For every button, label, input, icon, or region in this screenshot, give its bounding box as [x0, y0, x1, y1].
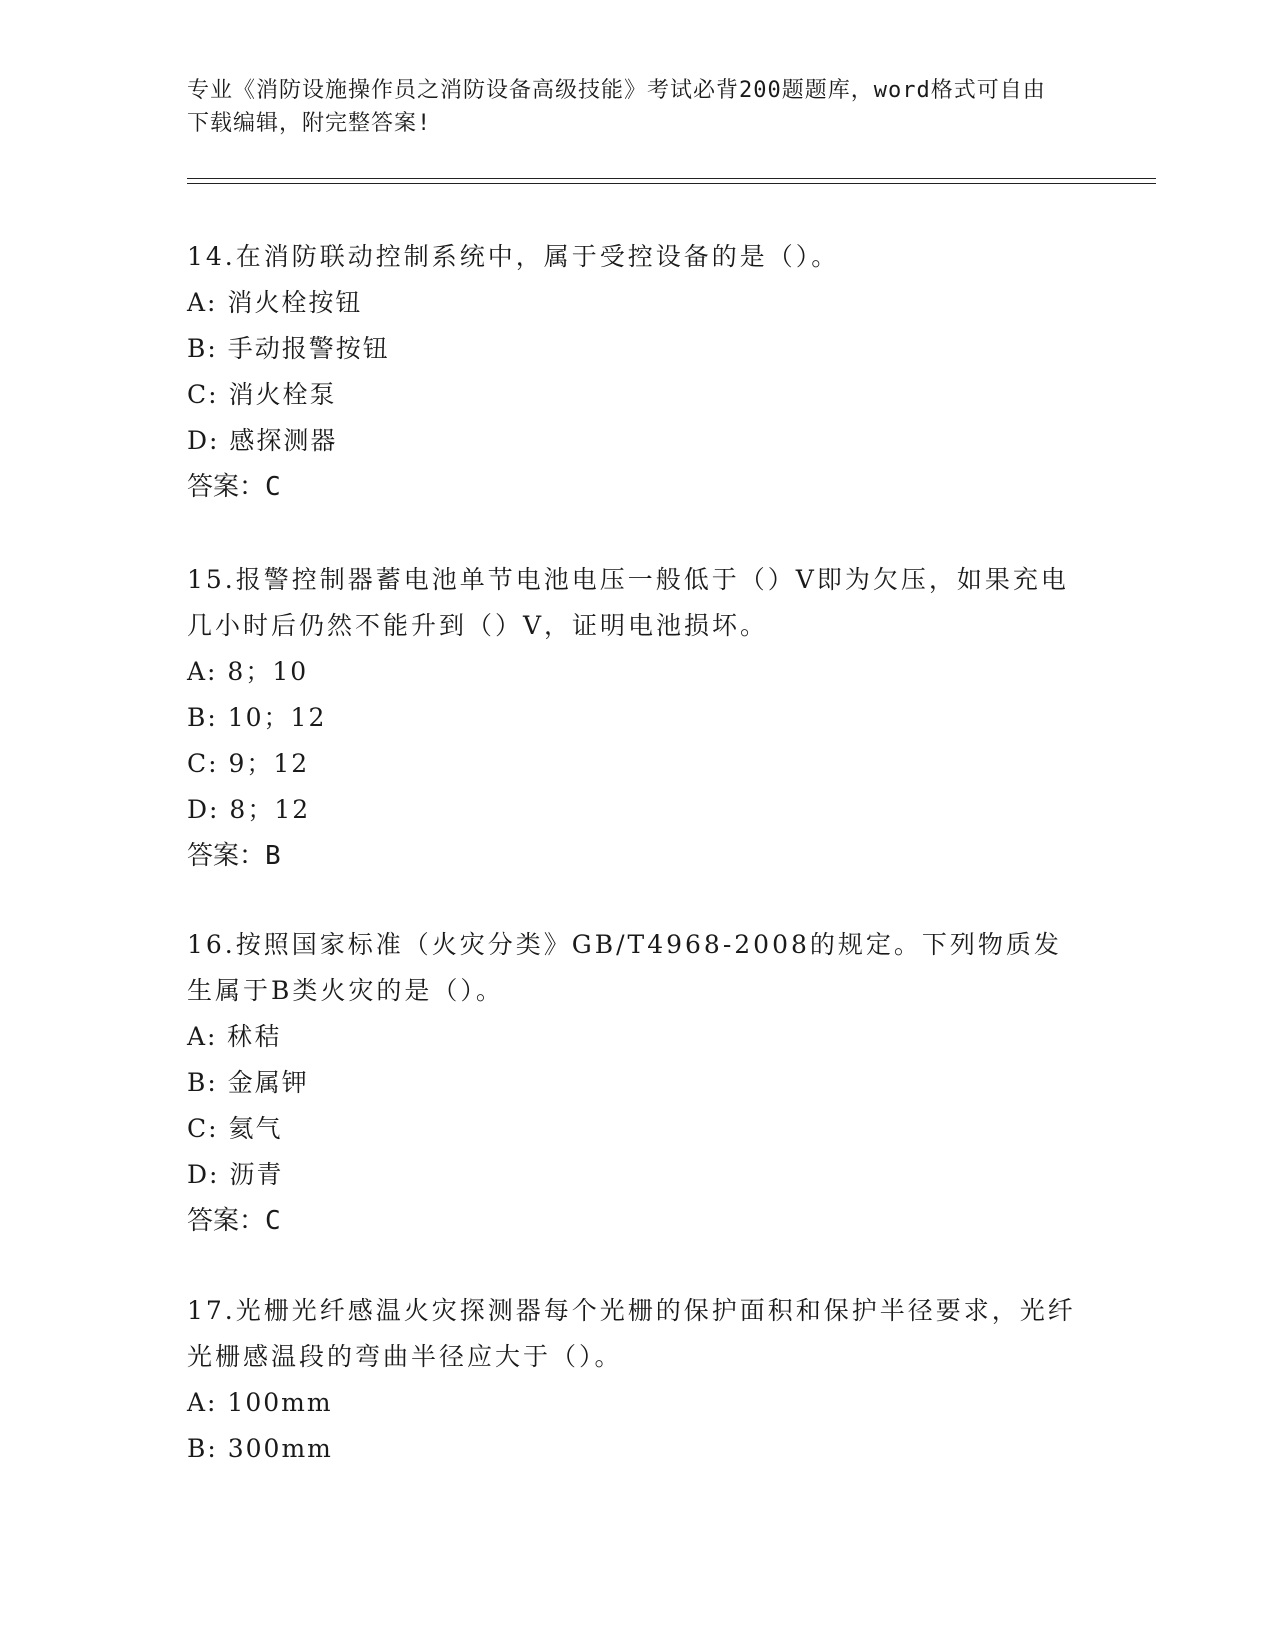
option-a: A: 秫秸 [187, 1022, 282, 1051]
option-c: C: 氦气 [187, 1114, 283, 1143]
option-b: B: 手动报警按钮 [187, 334, 390, 363]
option-c: C: 9；12 [187, 749, 310, 778]
option-a: A: 100mm [187, 1388, 333, 1417]
option-b: B: 10；12 [187, 703, 327, 732]
option-c: C: 消火栓泵 [187, 380, 337, 409]
option-a: A: 消火栓按钮 [187, 288, 363, 317]
question-block [187, 1288, 1077, 1472]
question-text: 16.按照国家标准（火灾分类》GB/T4968-2008的规定。下列物质发生属于B类火灾的是（）。 [187, 930, 1062, 1005]
option-b: B: 金属钾 [187, 1068, 309, 1097]
question-block [187, 922, 1077, 1244]
question-text: 17.光栅光纤感温火灾探测器每个光栅的保护面积和保护半径要求，光纤光栅感温段的弯曲半径应大于（）。 [187, 1296, 1076, 1371]
question-text: 15.报警控制器蓄电池单节电池电压一般低于（）V即为欠压，如果充电几小时后仍然不能升到（）V，证明电池损坏。 [187, 565, 1069, 640]
question-block [187, 234, 1077, 510]
answer-line: 答案：B [187, 841, 281, 871]
question-text: 14.在消防联动控制系统中，属于受控设备的是（）。 [187, 242, 840, 271]
header-divider-bottom [187, 183, 1156, 184]
question-block [187, 557, 1077, 879]
option-d: D: 感探测器 [187, 426, 338, 455]
answer-line: 答案：C [187, 1206, 281, 1236]
option-d: D: 沥青 [187, 1160, 284, 1189]
answer-line: 答案：C [187, 472, 281, 502]
document-header: 专业《消防设施操作员之消防设备高级技能》考试必背200题题库，word格式可自由下载编辑，附完整答案! [187, 78, 1046, 136]
header-divider-top [187, 178, 1156, 179]
option-b: B: 300mm [187, 1434, 333, 1463]
option-a: A: 8；10 [187, 657, 309, 686]
option-d: D: 8；12 [187, 795, 311, 824]
